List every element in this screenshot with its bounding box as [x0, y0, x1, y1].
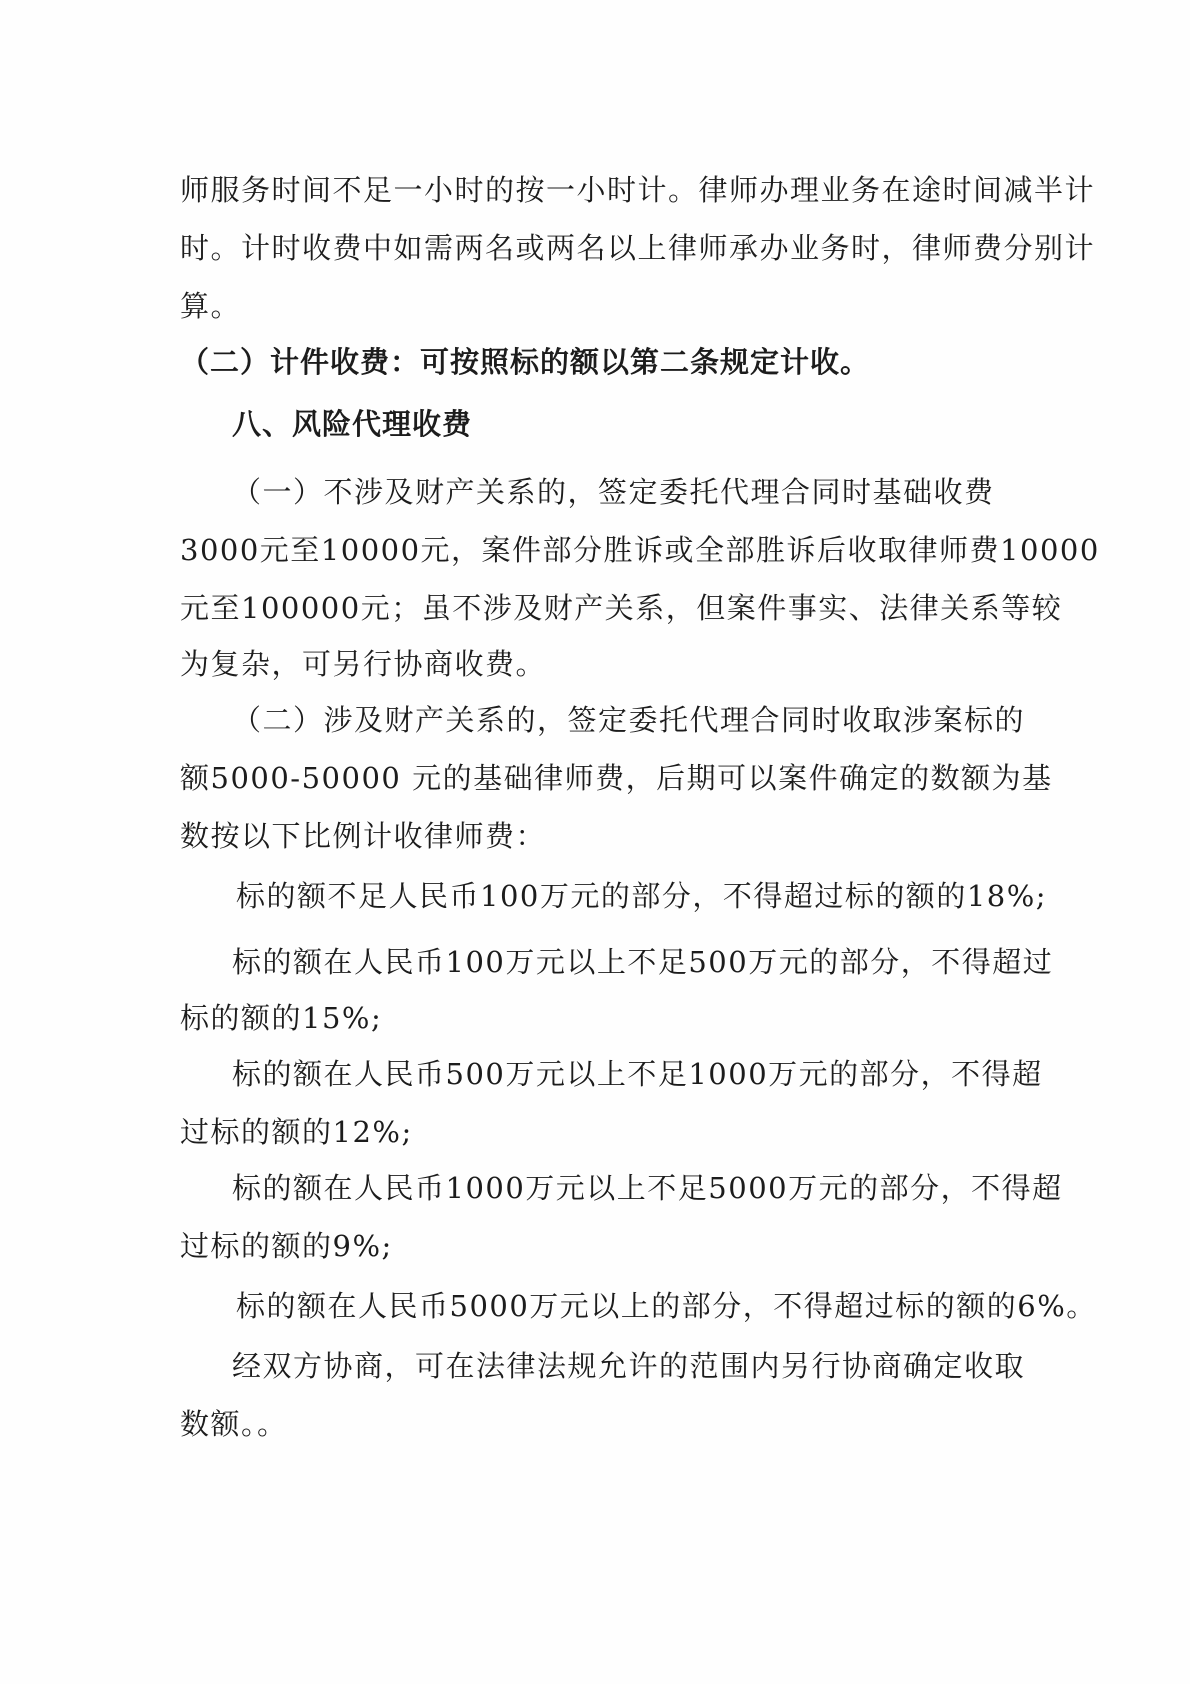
text-line-1: 师服务时间不足一小时的按一小时计。律师办理业务在途时间减半计 — [180, 173, 1096, 207]
text-line-7: 3000元至10000元，案件部分胜诉或全部胜诉后收取律师费10000 — [180, 533, 1100, 567]
text-line-19: 过标的额的9%; — [180, 1229, 393, 1263]
text-line-2: 时。计时收费中如需两名或两名以上律师承办业务时，律师费分别计 — [180, 231, 1096, 265]
text-line-20: 标的额在人民币5000万元以上的部分，不得超过标的额的6%。 — [236, 1289, 1097, 1323]
text-line-11: 额5000-50000 元的基础律师费，后期可以案件确定的数额为基 — [180, 761, 1053, 795]
text-line-14: 标的额在人民币100万元以上不足500万元的部分，不得超过 — [232, 945, 1054, 979]
text-line-13: 标的额不足人民币100万元的部分，不得超过标的额的18%; — [236, 879, 1048, 913]
text-line-17: 过标的额的12%; — [180, 1115, 413, 1149]
section-heading-risk-agency: 八、风险代理收费 — [232, 407, 473, 441]
text-line-10: （二）涉及财产关系的，签定委托代理合同时收取涉案标的 — [232, 703, 1026, 737]
text-line-16: 标的额在人民币500万元以上不足1000万元的部分，不得超 — [232, 1057, 1043, 1091]
text-line-6: （一）不涉及财产关系的，签定委托代理合同时基础收费 — [232, 475, 995, 509]
text-line-21: 经双方协商，可在法律法规允许的范围内另行协商确定收取 — [232, 1349, 1026, 1383]
text-line-22: 数额。。 — [180, 1407, 288, 1441]
text-line-15: 标的额的15%; — [180, 1001, 383, 1035]
section-heading-piecework: （二）计件收费：可按照标的额以第二条规定计收。 — [180, 345, 871, 379]
text-line-18: 标的额在人民币1000万元以上不足5000万元的部分，不得超 — [232, 1171, 1063, 1205]
text-line-9: 为复杂，可另行协商收费。 — [180, 647, 547, 681]
text-line-3: 算。 — [180, 289, 242, 323]
text-line-12: 数按以下比例计收律师费： — [180, 819, 547, 853]
text-line-8: 元至100000元；虽不涉及财产关系，但案件事实、法律关系等较 — [180, 591, 1063, 625]
